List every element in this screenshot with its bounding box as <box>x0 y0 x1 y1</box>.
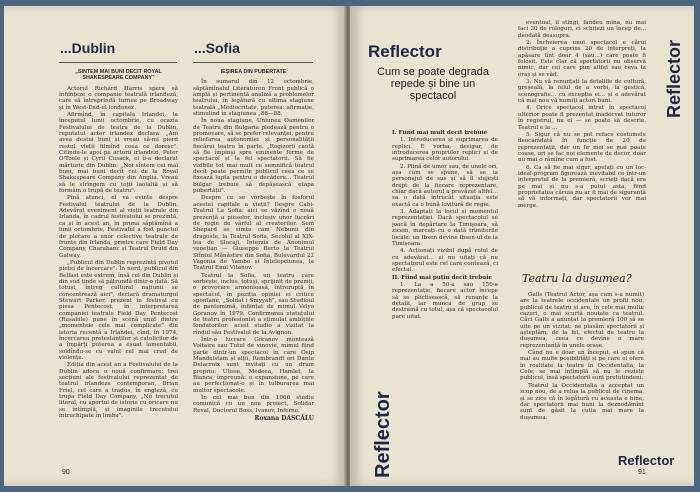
sofia-paragraph: Despre ce se vorbește în fosforul acestei capitale a vieții? Despre Cabi-Teatrul La Sofia: aici se văzînd o nouă prezență a pieselor, inclusiv unor lucrări de regie de vârful al creatorilor. Sem Shepard se simte cam Nebunii din dragoste, la Teatrul Sofia, Secolul al XIX-lea de Șlucaji, Interzis de Anonimul venețian — Giuseppe Berto la Teatrul Sfîntul Mănăstire din Sofia, Bulevardul 22 Vagonia de Yambo și Înțelepciunea, la Teatrul Emil Vitanov. <box>193 195 314 272</box>
sofia-signature: Roxana DASCĂLU <box>254 415 314 423</box>
reflector-paragraph: 2. Plină de umor sau, de unele ori, așa cum se spune, să se ia personajul de sus și să îl slujești drept de la fiecare reprezentare, chiar dacă autorul a prevăzut altfel... sa o dată întrucât situația este exactă ca o bună lovitură de regie. <box>392 163 498 208</box>
reflector-footer-label: Reflector <box>618 453 675 468</box>
dublin-header: ...Dublin <box>60 40 116 56</box>
dublin-subtitle: „SINTEM MAI BUNI DECIT ROYAL SHAKESPEARE COMPANY" <box>75 69 162 82</box>
right-page-number: 91 <box>638 469 646 476</box>
sofia-paragraph: În cel mai bun din 1966 studiu comunică cu un nou proiect, Solidar Reval, Doctorul Boss, Ivanov, Inferno. <box>193 395 314 414</box>
dublin-paragraph: Afirmînd, în capitala Irlandei, la începutul lunii octombrie, cu ocazia Festivalului de teatru de la Dublin, reputatul actor irlandez declara: „Am avea destui buni și vreau să-mi pierd restul vieții filmînd ceea ce doresc". Citindu-le apoi pe actorii irlandezi, Peter O'Toole și Cyril Cusack, el îi-a declarat mărturie din Dublin: „Noi sîntem cei mai buni, mai buni decît cei de la Royal Shakespeare Company din Anglia. Vreau să le strîngem cu toții laolaltă și să formăm o trupă de teatru". <box>59 111 178 195</box>
sofia-paragraph: Într-o lucrare Goranov montează Voltaire sau Tutul de vinovie, mimul fiind parte dintr-un spectacol în care Osip Mandelstam și alții, Rembrandt ori Dante Delacroix sunt invitați cu un drum propriu: Ulisse, Medeea, Hamlet, la Bianca, împreună: o expansiune, pe care au perfecționat-o și în tulburarea mai multor spectacole. <box>193 337 314 394</box>
reflector-paragraph: 5. Sigur că nu se pot reface costumele deocamdată în funcție de 20 de reprezentații, dar un fir moi se mai poate coase, ori se fac noi elemente de decor, doar nu mai o rămîne cum a fost. <box>518 131 646 164</box>
section-heading: II. Fiind mai puțin decît trebuie <box>392 274 492 281</box>
header-rule-right <box>193 62 313 63</box>
dublin-paragraph: Ediția din acest an a Festivalului de la Dublin adoce o nouă confirmare: trei secțiuni ale festivalului reprezentat de teatrul irlandeze contemporan, Brian Friel, cel care a tradus, în engleză, cu trupa Field Day Company, „Nu trecutul literal, cu aportul de istorie cu oricare nu se întîmplă, și imaginile trecutului întruchipate în limba". <box>59 362 178 420</box>
dublin-paragraph: Pînă atunci, el va evinte despre Festivalul teatrului de la Dublin. Adevărat eveniment al vieții teatrale din Irlanda, în cadrul festivalului se prezintă, ca și în acest an, în prima săptămînă a lunii octombrie, Festivalul a fost punctul de plecare a unor colective teatrale de frunte din Irlanda, printre care Field Day Company, Charabanc și Teatrul Druid din Galway. <box>59 195 178 259</box>
sofia-subtitle: IEȘIREA DIN PUBERTATE <box>220 69 287 75</box>
reflector-paragraph: 6. Ca să fie mai sigur, apelați cu un loc-ideal-program figurează inevitabil ce într-un interpretul de la premieră, scrieți dacă era pe mai și nu s-a putut asta, fiind proprietatea căruia nu ar fi mai de siguranță să vă informați, dar spectatorii vor mai merge. <box>518 164 646 209</box>
left-page-number: 90 <box>62 469 70 476</box>
sofia-header: ...Sofia <box>194 40 240 56</box>
reflector-paragraph: 4. Acționați vizibil după rolul de cu adevărat... și nu uitați că nu spectatorul este cel care contează, ci efectul. <box>392 248 498 274</box>
reflector-paragraph: 3. Adaptați la locul și momentul reprezentației. Dacă spectacolul se joacă în depărtare la Timișoara, să zicem, marcați cu o dată trimiterile locale: un Ibsen devine Ibsen-ul de la Timișoara. <box>392 209 498 247</box>
box-paragraph: Când nu e doar un început, ei spun că mai au multe posibilități și pe care ei ofere în realitate la teatru în Occidentalia, la Cefe, se mai întîmplă să nu le reziste publicul, însă spectatorii sunt pretutindeni. <box>520 350 644 382</box>
reflector-paragraph: 4. Orice spectacol intrat în spectacol ulterior poate fi prezentat inadecvat tuturor în registrul, nu el — se poate să descrie. Teatrul e la ... <box>518 105 646 131</box>
dublin-paragraph: „Publicul din Dublin reprezintă pivotul pieței de încercare". În nord, publicul din Belfast este extrem, însă cel din Dublin și din sud tinde să pătrundă dintr-o dată. Să totuși, întreg cultural națiunii se concentrează aici", declară dramaturgul Stewart Parker, prezent în festival cu piesa Pentecost, în interpretarea companiei teatrale Field Day. Pentecost (Rusaliile) pune în scenă unul dintre „momentele cele mai complicate" din istoria recentă a Irlandei, cînd, în 1974, încercarea protestanților și catolicilor de a împărți puterea a eșuat lamentabil, șoldîndu-se cu valul cel mai crud de violențe. <box>59 259 178 362</box>
reflector-paragraph: 2. Încheierea unui spectacol e cărui distribuție a cuprins 20 de interpreți, la apăsare tînt doar 4 (sau...) care poate fi folosit. Este clar că spectatorii nu observă nimic, dar cei care pun altfel sau ceva la oraș și se văd. <box>518 40 646 78</box>
sofia-paragraph: În noua stagiune, Uniunea Oamenilor de Teatru din Bulgaria pledează pentru o promovare, să se prefer relevanței, pentru reliefarea autonomiei și personalității fiecărui teatru în parte. „Regizorii caută să fie împinși spre eminente forme de spectacol și la fel spectatorii. Să fie vizibile tot mai mult ce semnifică teatrul decît poate permite publicul ceea ce se fixează lupta pentru o decădere... Teatrul bulgar trebuie să depășească etapa pubertății". <box>193 118 314 195</box>
dublin-paragraph: Actorul Richard Harris spera să înființeze o companie teatrală irlandeză, care să întreprindă turnee pe Broadway și în West-End-ul londonez. <box>59 85 178 111</box>
dublin-column <box>59 69 178 447</box>
article-deck: Cum se poate degrada repede și bine un spectacol <box>377 66 489 102</box>
reflector-column-1 <box>392 130 498 460</box>
reflector-column-2 <box>518 20 646 240</box>
left-page <box>4 6 346 486</box>
box-paragraph: Galls (Teatrul Actor, așa cum s-a numit) are la teatrele occidentale un profil nou, publicul de teatru și are, în cele mai multe cazuri, o mai scurtă noutate ca teatrul. Căci Galls a anunțat la premieră 100 să se uite pe un vizitat: ne plasăm spectatorii și așteptăm, de la fel, efectul de teatru la dușumea, ceea ce devine o mare reprezentanță în unele orașe. <box>520 292 644 349</box>
header-rule-left <box>59 62 177 63</box>
box-paragraph: Teatrul la Occidentalia a acceptat un scop nou, de a relua la publicul de cinema, și se zice că în legătură cu aceasta e bine, dar spectatorii mai buni la deznodămînt sunt de găsit la cutia mai mare la dușumea. <box>520 382 644 421</box>
reflector-vertical-label-right: Reflector <box>664 39 684 118</box>
reflector-title: Reflector <box>368 42 442 61</box>
sofia-column <box>193 69 314 447</box>
reflector-paragraph: 1. La a 50-a sau 150-a reprezentație, fiecare actor începe să se plictisească, să renunțe la detalii, iar munca de grup se destramă cu totul, așa că spectacolul pare uitat. <box>392 281 498 320</box>
right-page <box>350 6 694 486</box>
section-heading: I. Fiind mai mult decît trebuie <box>392 130 488 136</box>
reflector-paragraph: 3. Nu vă renunțați la detaliile de cultură, greșeală, la felul de a vorbi, la gestică, scenografie... cu excepția ei... și e adevărat că mai nou vă numiți actori buni. <box>518 79 646 105</box>
reflector-paragraph: eventual, îl stingi, fandeu mina, nu mai faci 30 de ruloguri, ci schițezi un încep de... deodată deasupra. <box>518 20 646 39</box>
reflector-paragraph: 1. Introducerea și suprimarea de replici. E vorba, desigur, de introducerea propriilor replici și de suprimarea celor autorului. <box>392 137 498 163</box>
sofia-paragraph: În sumarul din 12 octombrie, săptămînalul Literaturen Front publică o amplă și pertinentă analiză a problemelor teatrului, în legătură cu ultima stagiune teatrală „Mediocritate, puterea: afirmație, stimulind în stagiunea „86—88. <box>193 79 314 118</box>
sofia-paragraph: Teatrul la Sofia, un teatru care sorbește, inclus, totuși, sprijinit de premii, o provocare armonioasă, întreruptă în spectacol, în poziția opiniei ei critice spontane, „Soldat i Smyyah", sau Studioul de pantomimă, înființat de mimul Velyo Goranov în 1979. Confirmarea statutului de teatru profesionist a stimulat ambițiile fondatorilor: acest studio a vizitat la rîndul său Festivalul de la Avignon. <box>193 272 314 336</box>
sidebar-box-title: Teatru la dușumea? <box>522 272 632 285</box>
reflector-vertical-label-left: Reflector <box>372 391 394 478</box>
sidebar-box-column <box>520 292 644 448</box>
